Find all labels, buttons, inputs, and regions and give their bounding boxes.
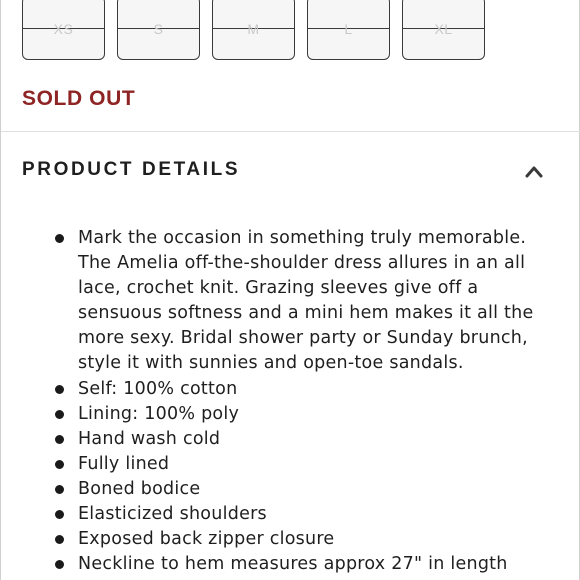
size-option-xs[interactable] [22,0,105,60]
list-item: Boned bodice [1,477,580,502]
product-details-toggle[interactable] [1,150,580,194]
size-label: S [153,21,164,37]
list-item: Mark the occasion in something truly memorable. The Amelia off-the-shoulder dress allures in an all lace, crochet knit. Grazing sleeves give off a sensuous softness and a mini hem makes it all the more sexy. Bridal shower party or Sunday brunch, style it with sunnies and open-toe sandals. [1,226,580,377]
size-label: M [247,21,260,37]
section-divider [1,131,580,132]
size-option-xl[interactable] [402,0,485,60]
product-details-list [1,226,580,577]
size-selector [22,0,485,60]
list-item: Hand wash cold [1,427,580,452]
list-item: Exposed back zipper closure [1,527,580,552]
size-option-m[interactable] [212,0,295,60]
size-option-s[interactable] [117,0,200,60]
chevron-up-icon[interactable] [524,163,544,179]
size-label: L [344,21,353,37]
product-details-title: PRODUCT DETAILS [22,159,241,180]
size-label: XS [53,21,74,37]
list-item: Elasticized shoulders [1,502,580,527]
size-option-l[interactable] [307,0,390,60]
list-item: Neckline to hem measures approx 27" in length [1,552,580,577]
sold-out-label: SOLD OUT [22,87,136,110]
list-item: Fully lined [1,452,580,477]
list-item: Self: 100% cotton [1,377,580,402]
size-label: XL [434,21,453,37]
list-item: Lining: 100% poly [1,402,580,427]
